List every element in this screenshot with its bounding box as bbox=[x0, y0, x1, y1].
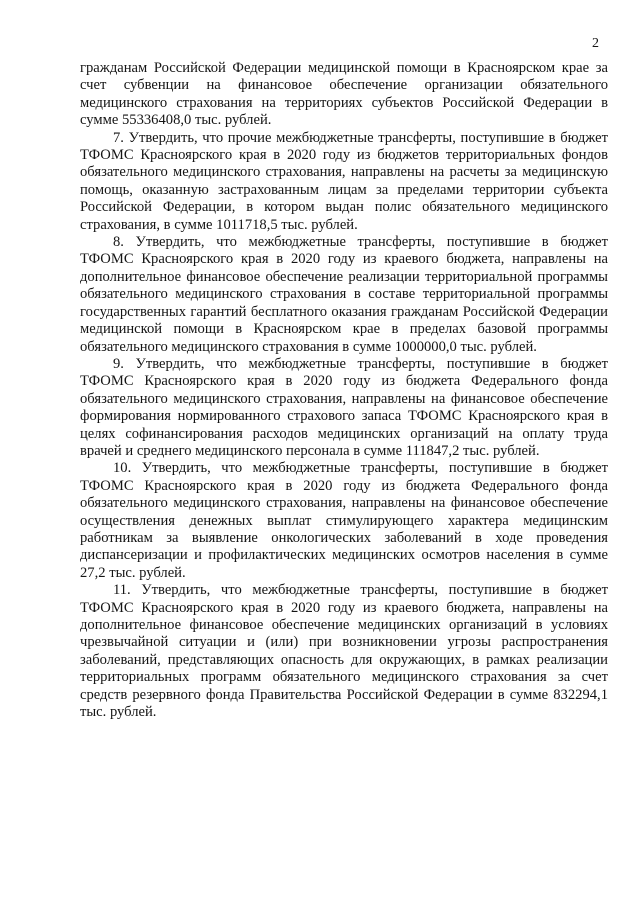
page-number: 2 bbox=[592, 36, 599, 51]
paragraph-item-8: 8. Утвердить, что межбюджетные трансферты, поступившие в бюджет ТФОМС Красноярского края в 2020 году из краевого бюджета, направлены на дополнительное финансовое обеспечение реализации территориальной программы обязательного медицинского страхования в составе территориальной программы государственных гарантий бесплатного оказания гражданам Российской Федерации медицинской помощи в Красноярском крае в пределах базовой программы обязательного медицинского страхования в сумме 1000000,0 тыс. рублей. bbox=[80, 234, 608, 355]
paragraph-item-7: 7. Утвердить, что прочие межбюджетные трансферты, поступившие в бюджет ТФОМС Красноярского края в 2020 году из бюджетов территориальных фондов обязательного медицинского страхования, направлены на расчеты за медицинскую помощь, оказанную застрахованным лицам за пределами территории субъекта Российской Федерации, в котором выдан полис обязательного медицинского страхования, в сумме 1011718,5 тыс. рублей. bbox=[80, 129, 608, 233]
paragraph-item-10: 10. Утвердить, что межбюджетные трансферты, поступившие в бюджет ТФОМС Красноярского края в 2020 году из бюджета Федерального фонда обязательного медицинского страхования, направлены на финансовое обеспечение осуществления денежных выплат стимулирующего характера медицинским работникам за выявление онкологических заболеваний в ходе проведения диспансеризации и профилактических медицинских осмотров населения в сумме 27,2 тыс. рублей. bbox=[80, 460, 608, 581]
paragraph-item-11: 11. Утвердить, что межбюджетные трансферты, поступившие в бюджет ТФОМС Красноярского края в 2020 году из краевого бюджета, направлены на дополнительное финансовое обеспечение медицинских организаций в условиях чрезвычайной ситуации и (или) при возникновении угрозы распространения заболеваний, представляющих опасность для окружающих, в рамках реализации территориальных программ обязательного медицинского страхования за счет средств резервного фонда Правительства Российской Федерации в сумме 832294,1 тыс. рублей. bbox=[80, 582, 608, 721]
paragraph-continuation: гражданам Российской Федерации медицинской помощи в Красноярском крае за счет субвенции на финансовое обеспечение организации обязательного медицинского страхования на территориях субъектов Российской Федерации в сумме 55336408,0 тыс. рублей. bbox=[80, 60, 608, 129]
paragraph-item-9: 9. Утвердить, что межбюджетные трансферты, поступившие в бюджет ТФОМС Красноярского края в 2020 году из бюджета Федерального фонда обязательного медицинского страхования, направлены на финансовое обеспечение формирования нормированного страхового запаса ТФОМС Красноярского края в целях софинансирования расходов медицинских организаций на оплату труда врачей и среднего медицинского персонала в сумме 111847,2 тыс. рублей. bbox=[80, 355, 608, 459]
document-body bbox=[80, 60, 608, 721]
